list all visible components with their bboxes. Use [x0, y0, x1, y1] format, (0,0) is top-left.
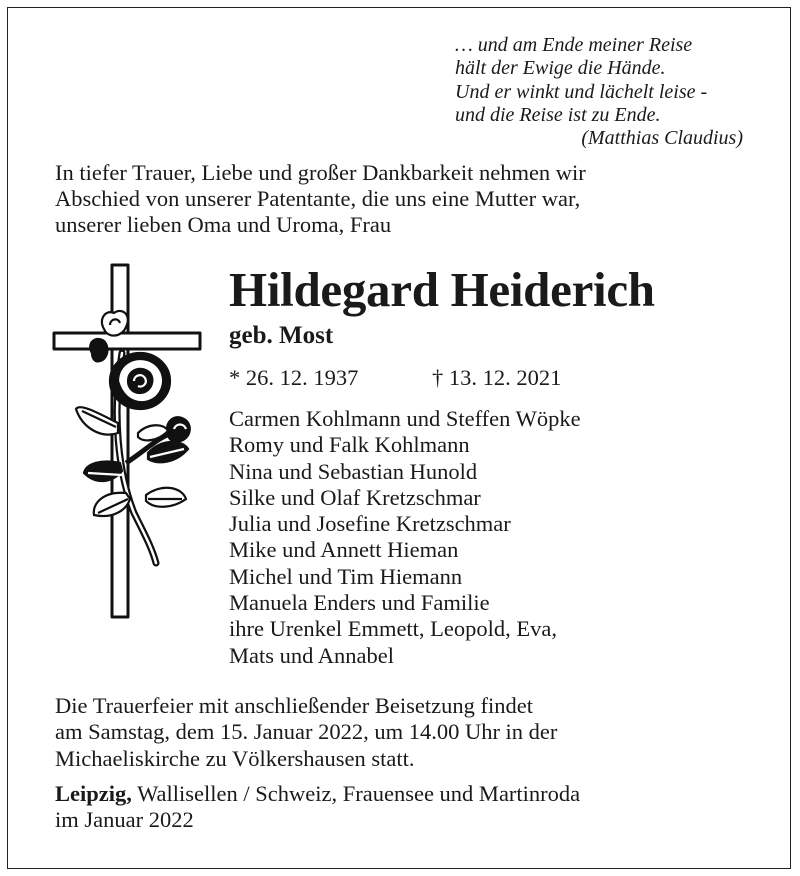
mourner-entry: ihre Urenkel Emmett, Leopold, Eva,	[229, 616, 558, 642]
poem-author: (Matthias Claudius)	[581, 127, 743, 150]
intro-line: Abschied von unserer Patentante, die uns eine Mutter war,	[55, 186, 581, 211]
maiden-name: geb. Most	[229, 322, 334, 349]
place-line	[55, 781, 580, 807]
death-date: † 13. 12. 2021	[432, 365, 562, 390]
place-rest: Wallisellen / Schweiz, Frauensee und Martinroda	[131, 781, 581, 806]
life-dates	[229, 364, 562, 392]
service-line: Michaeliskirche zu Völkershausen statt.	[55, 745, 415, 771]
poem-line: Und er winkt und lächelt leise -	[455, 80, 708, 103]
intro-line: In tiefer Trauer, Liebe und großer Dankbarkeit nehmen wir	[55, 160, 586, 185]
mourner-entry: Mats und Annabel	[229, 642, 394, 668]
intro-line: unserer lieben Oma und Uroma, Frau	[55, 212, 392, 237]
birth-date: * 26. 12. 1937	[229, 365, 359, 390]
mourner-entry: Romy und Falk Kohlmann	[229, 432, 470, 458]
cross-with-roses-icon	[52, 263, 208, 623]
service-line: Die Trauerfeier mit anschließender Beisetzung findet	[55, 693, 533, 718]
poem-line: … und am Ende meiner Reise	[455, 34, 693, 56]
mourners-list	[229, 406, 581, 669]
poem-line: hält der Ewige die Hände.	[455, 57, 666, 80]
funeral-service-info	[55, 693, 557, 772]
mourner-entry: Manuela Enders und Familie	[229, 590, 490, 616]
service-line: am Samstag, dem 15. Januar 2022, um 14.00 Uhr in der	[55, 719, 558, 745]
mourner-entry: Carmen Kohlmann und Steffen Wöpke	[229, 406, 581, 431]
mourner-entry: Nina und Sebastian Hunold	[229, 458, 478, 484]
place-and-date	[55, 781, 580, 834]
poem	[455, 34, 743, 150]
mourner-entry: Mike und Annett Hieman	[229, 537, 459, 563]
mourner-entry: Michel und Tim Hiemann	[229, 563, 463, 589]
intro-text	[55, 160, 586, 238]
place-city: Leipzig,	[55, 781, 132, 806]
notice-date: im Januar 2022	[55, 807, 194, 833]
poem-line: und die Reise ist zu Ende.	[455, 103, 661, 126]
deceased-name: Hildegard Heiderich	[229, 262, 655, 317]
mourner-entry: Julia und Josefine Kretzschmar	[229, 511, 511, 537]
mourner-entry: Silke und Olaf Kretzschmar	[229, 484, 481, 510]
